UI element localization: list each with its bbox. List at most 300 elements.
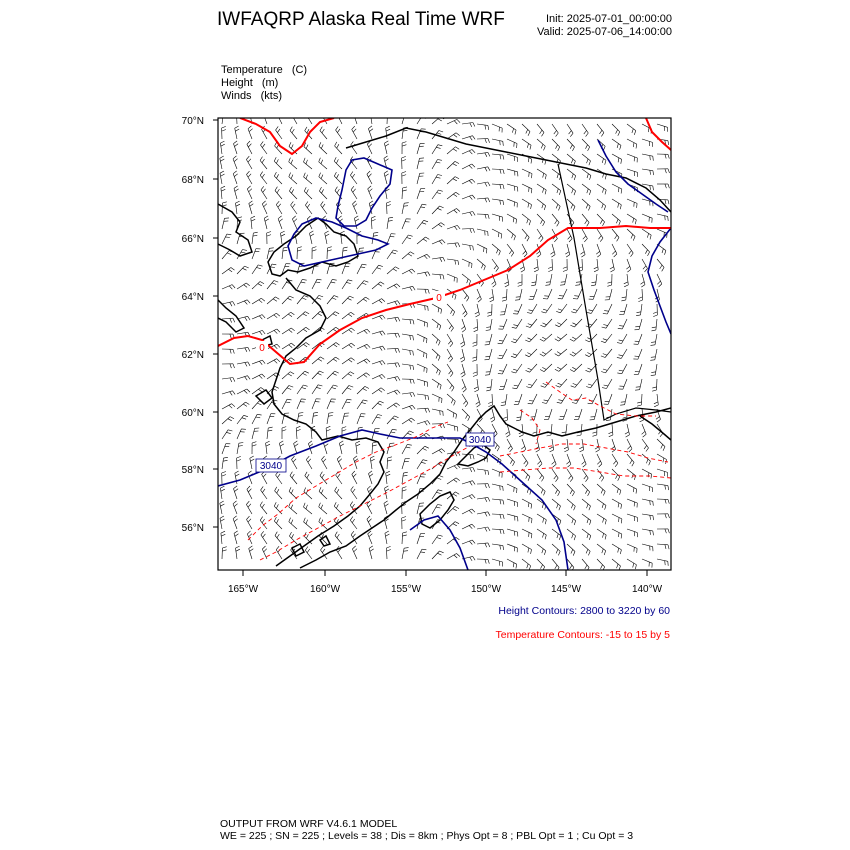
wind-barb-feather [521,270,525,272]
wind-barb-feather [438,505,442,506]
wind-barb-feather [457,209,460,212]
wind-barb-feather [460,357,464,359]
wind-barb [432,223,441,229]
wind-barb-feather [289,345,293,348]
wind-barb-feather [230,392,233,396]
wind-barb-feather [395,363,397,367]
wind-barb-feather [247,389,250,392]
wind-barb-feather [529,517,530,522]
wind-barb-feather [456,192,460,195]
wind-barb-feather [528,368,532,370]
wind-barb-feather [605,535,606,539]
wind-barb [552,439,554,450]
wind-barb-feather [488,405,492,407]
wind-barb-feather [472,195,475,199]
wind-barb-feather [558,492,560,496]
wind-barb-feather [428,408,430,412]
wind-barb-feather [369,546,373,549]
wind-barb-feather [313,415,318,416]
wind-barb-feather [653,315,657,317]
wind-barb-feather [470,212,472,216]
wind-barb [537,559,545,567]
wind-barb-feather [651,342,655,343]
wind-barb-feather [438,224,442,227]
wind-barb-feather [620,205,621,209]
wind-barb [327,312,335,319]
wind-barb-feather [403,475,407,476]
wind-barb [417,460,423,469]
wind-barb-feather [485,375,489,376]
wind-barb [537,199,546,206]
wind-barb-feather [540,238,543,242]
wind-barb-feather [650,185,651,190]
wind-barb [518,394,522,404]
wind-barb [319,491,327,499]
wind-barb-feather [339,114,342,117]
wind-barb-feather [249,534,252,537]
wind-barb-feather [376,417,380,418]
wind-barb-feather [469,165,472,168]
wind-barb-feather [516,219,517,223]
wind-barb [447,409,457,414]
wind-barb-feather [472,495,475,498]
wind-barb-feather [450,385,452,389]
wind-barb-feather [566,255,570,258]
wind-barb-feather [292,216,295,219]
wind-barb-feather [237,115,241,117]
wind-barb-feather [440,411,441,415]
wind-barb-feather [499,355,503,356]
wind-barb-feather [250,114,254,116]
wind-barb-feather [321,111,324,114]
wind-barb-feather [380,332,383,336]
wind-barb-feather [308,459,311,462]
wind-barb-feather [636,387,641,388]
wind-barb-feather [611,270,615,272]
wind-barb-feather [460,342,464,345]
wind-barb-feather [373,235,378,236]
wind-barb-feather [248,519,251,522]
wind-barb-feather [228,419,232,421]
wind-barb [640,379,642,390]
wind-barb-feather [498,343,502,344]
wind-barb [402,188,403,199]
wind-barb-feather [473,136,476,140]
wind-barb [306,115,312,124]
wind-barb-feather [570,325,574,327]
wind-barb [260,175,267,184]
height-contour-ne [598,140,668,212]
wind-barb-feather [543,323,547,325]
wind-barb-feather [618,533,619,537]
wind-barb-feather [243,250,247,251]
wind-barb-feather [542,133,545,137]
wind-barb-feather [253,235,257,236]
wind-barb [582,529,591,536]
wind-barb-feather [275,187,277,191]
wind-barb [567,544,575,552]
wind-barb-feather [602,327,606,328]
wind-barb-feather [473,212,475,216]
wind-barb-feather [652,390,656,391]
wind-barb-feather [371,216,375,218]
wind-barb-feather [457,554,460,557]
wind-barb-feather [470,123,472,127]
wind-barb-feather [236,549,240,551]
wind-barb-feather [223,460,227,461]
wind-barb-feather [571,312,575,313]
wind-barb-feather [602,159,603,163]
wind-barb-feather [632,129,633,133]
wind-barb-feather [306,343,310,346]
wind-barb-feather [477,405,481,408]
wind-barb-feather [393,250,397,251]
wind-barb-feather [577,435,581,436]
wind-barb [252,282,260,290]
wind-barb-feather [564,450,568,452]
wind-barb-feather [451,310,453,314]
wind-barb [537,529,546,535]
wind-barb-feather [588,147,590,151]
wind-barb-feather [546,282,550,283]
wind-barb-feather [653,312,657,314]
wind-barb [282,372,290,379]
wind-barb-feather [394,405,398,408]
wind-barb [597,484,605,491]
wind-barb-feather [513,325,517,326]
wind-barb [357,414,361,424]
wind-barb-feather [645,250,647,254]
wind-barb [289,522,297,529]
wind-barb [282,248,283,259]
wind-barb-feather [425,289,426,293]
wind-barb-feather [304,488,306,492]
wind-barb [582,124,588,133]
wind-barb-feather [473,481,476,485]
wind-barb-feather [421,207,425,208]
model-info: OUTPUT FROM WRF V4.6.1 MODEL [220,818,398,830]
wind-barb-feather [621,534,622,538]
wind-barb [447,161,455,169]
wind-barb-feather [289,173,291,177]
wind-barb-feather [665,200,666,204]
wind-barb-feather [503,417,507,419]
wind-barb-feather [437,193,441,194]
wind-barb [504,304,507,315]
wind-barb-feather [228,430,232,431]
wind-barb-feather [454,480,458,483]
wind-barb [507,244,514,253]
wind-barb [552,259,553,270]
coastline-kenai [458,444,490,466]
wind-barb-feather [248,347,250,351]
wind-barb-feather [264,114,268,117]
wind-barb-feather [593,435,597,436]
wind-barb-feather [571,386,575,388]
wind-barb-feather [274,502,276,506]
wind-barb [530,364,537,372]
wind-barb-feather [545,190,546,194]
wind-barb-feather [374,232,379,233]
wind-barb-feather [455,522,459,524]
wind-barb-feather [650,235,651,239]
wind-barb-feather [560,521,561,525]
wind-barb-feather [367,171,370,174]
wind-barb-feather [548,267,552,269]
wind-barb-feather [337,144,339,148]
temp-contour-top-left [240,118,334,154]
wind-barb-feather [481,283,484,287]
wind-barb [612,469,620,477]
wind-barb-feather [233,364,235,368]
wind-barb-feather [633,218,634,222]
wind-barb-feather [230,349,231,353]
wind-barb [432,319,441,326]
wind-barb-feather [437,538,441,539]
wind-barb [522,139,531,145]
wind-barb [387,333,398,334]
wind-barb [516,364,522,373]
wind-barb-feather [402,142,406,143]
wind-barb-feather [587,312,591,313]
wind-barb-feather [557,504,559,508]
wind-barb-feather [599,464,602,467]
wind-barb-feather [350,502,353,506]
wind-barb-feather [642,431,645,434]
wind-barb-feather [497,447,499,451]
wind-barb-feather [500,514,501,518]
wind-barb-feather [386,546,390,548]
wind-barb-feather [588,551,590,555]
wind-barb-feather [641,285,645,288]
wind-barb-feather [262,201,265,204]
wind-barb-feather [319,487,321,491]
wind-barb-feather [528,384,532,385]
wind-barb-feather [237,111,241,113]
wind-barb-feather [259,300,263,303]
wind-barb [387,348,398,349]
lon-tick-label: 140°W [631,584,663,595]
wind-barb-feather [668,184,669,188]
wind-barb-feather [543,533,544,537]
wind-barb-feather [453,164,457,166]
wind-barb [462,289,469,298]
wind-barb-feather [485,528,487,532]
wind-barb [275,491,282,499]
wind-barb-feather [584,476,587,480]
wind-barb [567,499,575,506]
wind-barb [529,349,537,357]
wind-barb-feather [468,417,470,421]
wind-barb [237,300,247,304]
wind-barb-feather [590,176,591,180]
wind-barb-feather [292,534,294,538]
wind-barb [304,147,312,154]
wind-barb-feather [290,296,294,298]
wind-barb-feather [247,141,250,144]
wind-barb [657,544,668,545]
wind-barb [402,473,403,484]
wind-barb-feather [500,530,501,534]
wind-barb-feather [289,487,291,491]
wind-barb [550,274,552,285]
wind-barb-feather [556,311,560,312]
wind-barb-feather [306,534,308,538]
wind-barb [289,191,297,199]
wind-barb-feather [385,174,389,177]
wind-barb-feather [557,567,559,571]
wind-barb-feather [335,187,337,191]
wind-barb [507,499,518,502]
wind-barb [610,409,612,420]
wind-barb [237,429,241,439]
wind-barb [282,280,288,289]
wind-barb-feather [599,475,602,479]
wind-barb-feather [261,186,264,190]
wind-barb-feather [369,129,373,132]
wind-barb-feather [352,174,355,178]
wind-barb-feather [621,159,622,164]
wind-barb-feather [557,367,561,369]
wind-barb [582,499,591,506]
wind-barb-feather [398,348,400,352]
wind-barb-feather [665,561,666,565]
wind-barb-feather [369,534,372,537]
wind-barb [353,114,357,124]
wind-barb-feather [607,285,611,286]
wind-barb [642,424,646,434]
wind-barb [222,378,233,380]
wind-barb-feather [619,340,623,341]
field-unit: (m) [261,77,279,89]
wind-barb-feather [299,413,303,414]
wind-barb-feather [568,236,571,239]
wind-barb-feather [554,131,557,135]
wind-barb-feather [292,129,294,133]
wind-barb-feather [584,131,587,135]
wind-barb-feather [235,129,239,131]
wind-barb-feather [262,489,265,493]
wind-barb-feather [261,531,264,535]
wind-barb [432,160,438,170]
wind-barb-feather [306,175,308,179]
wind-barb-feather [557,534,558,538]
wind-barb-feather [589,310,593,311]
wind-barb-feather [453,509,457,511]
wind-barb-feather [304,158,306,162]
wind-barb-feather [645,269,648,272]
wind-barb-feather [234,519,238,522]
wind-barb-feather [233,302,235,306]
wind-barb [492,124,502,128]
wind-barb [312,371,320,379]
wind-barb-feather [473,327,477,329]
wind-barb [597,529,606,535]
wind-barb-feather [232,285,235,288]
wind-barb [432,175,438,185]
wind-barb [582,169,591,176]
wind-barb-feather [668,200,669,204]
wind-barb-feather [470,137,473,141]
wind-barb-feather [306,327,310,330]
wind-barb-feather [436,162,440,163]
wind-barb-feather [440,258,442,262]
wind-barb-feather [516,564,517,568]
wind-barb-feather [335,487,337,491]
wind-barb [387,250,393,259]
wind-barb-feather [491,420,495,423]
wind-barb-feather [264,216,268,218]
wind-barb [612,199,621,205]
wind-barb-feather [438,160,442,161]
wind-barb-feather [619,326,623,327]
wind-barb-feather [463,401,466,405]
wind-barb-feather [436,507,440,508]
wind-barb-feather [261,486,264,490]
wind-barb [492,259,499,268]
wind-barb [432,409,443,411]
wind-barb [612,484,621,490]
wind-barb [222,234,227,244]
wind-barb [417,189,421,199]
wind-barb-feather [543,222,545,226]
wind-barb-feather [665,485,666,489]
wind-barb-feather [527,313,531,314]
wind-barb-feather [226,237,230,238]
wind-barb-feather [528,132,530,136]
wind-barb [342,280,348,289]
wind-barb-feather [513,339,517,341]
wind-barb-feather [222,130,226,132]
wind-barb-feather [570,354,574,356]
wind-barb-feather [589,536,591,540]
wind-barb [325,233,327,244]
wind-barb [552,214,559,222]
wind-barb-feather [379,376,382,379]
wind-barb-feather [514,385,518,386]
wind-barb [655,349,657,360]
wind-barb-feather [603,222,605,226]
wind-barb-feather [409,270,412,273]
wind-barb [296,428,297,439]
wind-barb-feather [473,556,475,560]
wind-barb-feather [438,175,442,176]
wind-barb [507,454,515,462]
wind-barb-feather [426,433,430,436]
wind-barb [402,219,406,229]
wind-barb [567,439,568,450]
wind-barb-feather [262,144,265,148]
wind-barb-feather [526,475,528,479]
wind-barb [477,259,485,266]
wind-barb-feather [232,404,235,407]
wind-barb [567,514,576,521]
wind-barb [552,154,561,161]
wind-barb-feather [448,341,451,345]
wind-barb [417,237,426,244]
wind-barb-feather [426,339,427,343]
label-height-3040-west [256,459,286,472]
wind-barb-feather [325,234,329,236]
wind-barb-feather [409,431,413,433]
lon-tick-label: 155°W [390,584,422,595]
wind-barb-feather [570,133,573,137]
wind-barb-feather [627,446,630,449]
wind-barb [607,379,613,389]
wind-barb-feather [591,285,596,286]
wind-barb-feather [618,188,619,193]
wind-barb-feather [351,312,355,315]
